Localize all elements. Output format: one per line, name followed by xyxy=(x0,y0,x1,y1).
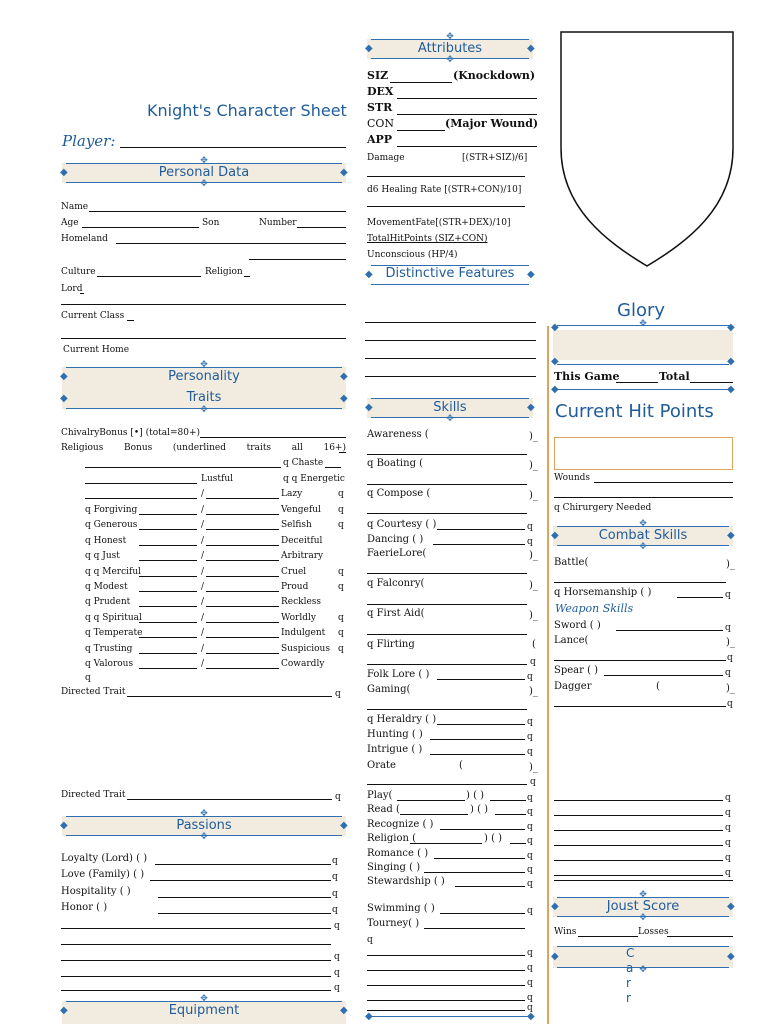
skill-heraldry: q Heraldry ( ) xyxy=(367,714,437,725)
passion-blank[interactable] xyxy=(61,990,331,991)
trait-vice: Worldly xyxy=(281,612,316,623)
trait-q: q xyxy=(338,489,344,499)
trait-vice-field[interactable] xyxy=(206,606,279,607)
combat-check: q xyxy=(725,823,731,833)
personal-homeland: Homeland xyxy=(61,234,108,244)
glory-this-game: This Game xyxy=(554,370,620,383)
personal-age: Age xyxy=(61,218,79,228)
personal-name: Name xyxy=(61,202,89,212)
trait-vice: Vengeful xyxy=(281,505,321,515)
skill-field[interactable] xyxy=(437,679,525,680)
attr-healing-field[interactable] xyxy=(367,206,525,207)
combat-blank-line[interactable] xyxy=(554,845,723,846)
skill-field[interactable] xyxy=(367,513,527,514)
personal-number: Number xyxy=(259,218,297,228)
combat-field[interactable] xyxy=(554,582,726,583)
skill-field[interactable] xyxy=(437,529,525,530)
religious-field[interactable] xyxy=(339,452,346,453)
trait-chaste-field[interactable] xyxy=(85,467,281,468)
trait-virtue: q q Spiritual xyxy=(85,612,142,623)
attr-damage-formula: [(STR+SIZ)/6] xyxy=(462,153,528,163)
skill-field[interactable] xyxy=(397,800,465,801)
trait-vice-field[interactable] xyxy=(206,622,279,623)
trait-extra-q: q xyxy=(85,673,91,683)
attr-movement: MovementFate[(STR+DEX)/10] xyxy=(367,218,511,228)
skill-field[interactable] xyxy=(367,634,527,635)
combat-check: q xyxy=(725,808,731,818)
skill-field[interactable] xyxy=(440,913,525,914)
trait-vice-field[interactable] xyxy=(206,576,279,577)
personal-banner: ◆ ◆ ✥ ✥ Personal Data xyxy=(60,156,348,189)
attr-dex-field[interactable] xyxy=(397,98,537,99)
joust-losses-field[interactable] xyxy=(667,936,733,937)
attr-damage-field[interactable] xyxy=(367,176,525,177)
trait-vice: Suspicious xyxy=(281,643,330,654)
attr-siz-note: (Knockdown) xyxy=(453,69,536,82)
religious-bonus: Religious Bonus (underlined traits all 16+) xyxy=(61,443,346,453)
skill-courtesy: q Courtesy ( ) xyxy=(367,519,437,530)
skill-boating: q Boating ( xyxy=(367,458,424,469)
skill-field[interactable] xyxy=(430,754,525,755)
skill-swimming: Swimming ( ) xyxy=(367,903,435,914)
trait-virtue-field[interactable] xyxy=(139,637,197,638)
trait-virtue-field[interactable] xyxy=(139,606,197,607)
attr-siz: SIZ xyxy=(367,69,389,82)
trait-separator: / xyxy=(201,659,205,669)
trait-virtue: q Temperate xyxy=(85,628,143,639)
combat-check: q xyxy=(725,868,731,878)
personal-line[interactable] xyxy=(61,304,346,305)
passion-hospitality: Hospitality ( ) xyxy=(61,886,131,897)
personal-current-home: Current Home xyxy=(63,345,130,355)
personal-class-field[interactable] xyxy=(127,320,134,321)
personal-son: Son xyxy=(202,218,220,228)
trait-check: q xyxy=(338,628,344,639)
chivalry-field[interactable] xyxy=(200,437,346,438)
skill-orate: Orate xyxy=(367,760,396,771)
passion-field[interactable] xyxy=(158,913,331,914)
combat-lance: Lance( xyxy=(554,635,589,646)
trait-vice-field[interactable] xyxy=(206,637,279,638)
page-title: Knight's Character Sheet xyxy=(147,101,347,120)
personal-age-field[interactable] xyxy=(82,227,199,228)
combat-field[interactable] xyxy=(604,675,723,676)
hit-points-box[interactable] xyxy=(554,437,733,470)
personal-name-field[interactable] xyxy=(89,211,346,212)
skill-falconry: q Falconry( xyxy=(367,578,425,589)
combat-dagger: Dagger xyxy=(554,681,592,692)
combat-battle: Battle( xyxy=(554,557,589,568)
combat-spear: Spear ( ) xyxy=(554,665,599,676)
trait-virtue: q Valorous xyxy=(85,659,134,669)
trait-vice-field[interactable] xyxy=(206,514,279,515)
skill-field[interactable] xyxy=(430,739,525,740)
combat-check: q xyxy=(725,793,731,803)
joust-wins-field[interactable] xyxy=(578,936,638,937)
trait-separator: / xyxy=(201,597,205,608)
combat-blank-line[interactable] xyxy=(554,875,723,876)
skill-gaming: Gaming( xyxy=(367,684,411,695)
combat-blank-line[interactable] xyxy=(554,815,723,816)
passion-blank[interactable] xyxy=(61,928,331,929)
personal-homeland-field2[interactable] xyxy=(249,259,346,260)
skill-field[interactable] xyxy=(490,800,526,801)
trait-vice-field[interactable] xyxy=(206,591,279,592)
skill-faerie-lore: FaerieLore( xyxy=(367,548,427,559)
ornament-icon: ✥ xyxy=(446,32,454,42)
combat-weapon-skills: Weapon Skills xyxy=(555,602,634,615)
skill-field[interactable] xyxy=(410,843,482,844)
joust-wins: Wins xyxy=(554,927,577,937)
directed-trait-1-field[interactable] xyxy=(127,696,332,697)
skill-field[interactable] xyxy=(367,604,527,605)
attr-con-note: (Major Wound) xyxy=(445,117,539,130)
attr-total-hp: TotalHitPoints (SIZ+CON) xyxy=(367,234,488,244)
player-field[interactable] xyxy=(120,147,346,148)
attr-con-field[interactable] xyxy=(397,130,445,131)
directed-trait-1: Directed Trait xyxy=(61,687,126,697)
combat-blank-line[interactable] xyxy=(554,860,723,861)
skill-intrigue: Intrigue ( ) xyxy=(367,744,423,755)
attr-app-field[interactable] xyxy=(397,146,537,147)
skill-tourney: Tourney( ) xyxy=(367,918,420,929)
trait-vice: Reckless xyxy=(281,597,322,608)
trait-check: q xyxy=(338,612,344,623)
trait-separator: / xyxy=(201,643,205,654)
passion-field[interactable] xyxy=(155,864,331,865)
trait-separator: / xyxy=(201,535,205,546)
passion-love: Love (Family) ( ) xyxy=(61,869,145,880)
combat-field[interactable] xyxy=(677,597,723,598)
shield-icon xyxy=(555,28,739,272)
trait-energetic: q q Energetic xyxy=(283,474,345,484)
carry-banner: ◆ ◆ ✥ xyxy=(553,942,733,972)
glory-title: Glory xyxy=(617,300,666,321)
trait-check: q xyxy=(338,505,344,515)
distinctive-line[interactable] xyxy=(365,340,536,341)
hit-points-title: Current Hit Points xyxy=(555,401,714,422)
skill-first-aid: q First Aid( xyxy=(367,608,425,619)
skill-field[interactable] xyxy=(367,709,527,710)
trait-virtue: q Trusting xyxy=(85,643,133,654)
directed-trait-2-field[interactable] xyxy=(127,799,332,800)
combat-field[interactable] xyxy=(616,630,723,631)
trait-separator: / xyxy=(201,612,205,623)
trait-vice: Arbitrary xyxy=(281,551,324,562)
skill-compose: q Compose ( xyxy=(367,488,431,499)
personal-current-class: Current Class xyxy=(61,311,125,321)
ornament-icon: ✥ xyxy=(446,55,454,65)
trait-separator: / xyxy=(201,551,205,562)
trait-lustful: Lustful xyxy=(201,474,234,484)
attr-dex: DEX xyxy=(367,85,394,98)
skill-folk-lore: Folk Lore ( ) xyxy=(367,669,430,680)
trait-virtue: q Generous xyxy=(85,520,138,531)
combat-banner: ◆ ◆ ✥ ✥ Combat Skills xyxy=(551,519,735,552)
attr-unconscious: Unconscious (HP/4) xyxy=(367,250,458,260)
combat-field[interactable] xyxy=(554,706,726,707)
skill-field[interactable] xyxy=(510,843,526,844)
carry-label: C a r r xyxy=(626,946,635,1005)
hit-wounds: Wounds xyxy=(554,473,591,483)
trait-virtue-field[interactable] xyxy=(139,529,197,530)
skill-religion: Religion ( xyxy=(367,833,416,844)
glory-banner: ◆ ◆ ◆ ◆ ✥ xyxy=(551,319,735,367)
skill-read: Read ( xyxy=(367,804,400,815)
attr-damage: Damage xyxy=(367,153,405,163)
trait-vice-field[interactable] xyxy=(206,529,279,530)
skill-blank[interactable] xyxy=(367,1000,525,1001)
passion-loyalty: Loyalty (Lord) ( ) xyxy=(61,853,148,864)
combat-check: q xyxy=(725,853,731,863)
trait-virtue-field[interactable] xyxy=(139,545,197,546)
trait-virtue: q Modest xyxy=(85,582,128,592)
trait-chaste-value[interactable] xyxy=(325,467,341,468)
traits-banner: ◆ ◆ ✥ Traits xyxy=(62,386,346,412)
hit-wounds-field[interactable] xyxy=(594,482,733,483)
trait-separator: / xyxy=(201,628,205,639)
skill-awareness: Awareness ( xyxy=(367,429,429,440)
chivalry-bonus: ChivalryBonus [•] (total=80+) xyxy=(61,428,201,438)
distinctive-line[interactable] xyxy=(365,322,536,323)
trait-virtue: q q Just xyxy=(85,551,120,562)
skills-banner: ◆ ◆ ✥ Skills xyxy=(365,400,535,424)
trait-vice: Cruel xyxy=(281,566,307,577)
trait-vice-field[interactable] xyxy=(206,668,279,669)
skill-play: Play( xyxy=(367,790,393,801)
combat-sword: Sword ( ) xyxy=(554,620,601,631)
trait-virtue-field[interactable] xyxy=(139,514,197,515)
passion-field[interactable] xyxy=(150,880,331,881)
passion-honor: Honor ( ) xyxy=(61,902,108,913)
personal-religion-field[interactable] xyxy=(244,276,250,277)
combat-horsemanship: q Horsemanship ( ) xyxy=(554,587,652,598)
trait-separator: / xyxy=(201,520,205,531)
hit-wounds-field2[interactable] xyxy=(554,497,733,498)
skill-stewardship: Stewardship ( ) xyxy=(367,876,445,887)
attr-siz-field[interactable] xyxy=(390,82,452,83)
distinctive-line[interactable] xyxy=(365,358,536,359)
equipment-banner: ◆ ◆ ✥ Equipment xyxy=(62,998,346,1024)
personal-lord: Lord xyxy=(61,284,83,294)
combat-blank-line[interactable] xyxy=(554,880,733,881)
bottom-mid-banner: ◆ ◆ xyxy=(365,1011,535,1022)
column-divider xyxy=(547,326,549,1024)
skill-recognize: Recognize ( ) xyxy=(367,819,434,830)
glory-total: Total xyxy=(659,370,690,383)
skill-field[interactable] xyxy=(367,784,527,785)
personal-line[interactable] xyxy=(61,338,346,339)
trait-check: q xyxy=(338,582,344,592)
skill-field[interactable] xyxy=(433,544,525,545)
directed-trait-2: Directed Trait xyxy=(61,790,126,800)
trait-virtue: q Honest xyxy=(85,535,127,546)
trait-vice: Proud xyxy=(281,582,309,592)
personal-homeland-field[interactable] xyxy=(116,243,346,244)
trait-vice-field[interactable] xyxy=(206,545,279,546)
personal-religion: Religion xyxy=(205,267,243,277)
skill-field[interactable] xyxy=(400,814,468,815)
hit-chirurgery: q Chirurgery Needed xyxy=(554,503,652,513)
trait-lazy: Lazy xyxy=(281,489,303,499)
combat-blank-line[interactable] xyxy=(554,830,723,831)
attr-healing: d6 Healing Rate [(STR+CON)/10] xyxy=(367,185,522,195)
skill-flirting: q Flirting xyxy=(367,639,415,650)
trait-vice: Indulgent xyxy=(281,628,326,639)
trait-virtue-field[interactable] xyxy=(139,591,197,592)
attr-con: CON xyxy=(367,117,395,130)
combat-field[interactable] xyxy=(554,660,726,661)
attr-str-field[interactable] xyxy=(397,114,537,115)
trait-check: q xyxy=(338,520,344,531)
skill-field[interactable] xyxy=(424,872,525,873)
skill-dancing: Dancing ( ) xyxy=(367,534,424,545)
passion-blank[interactable] xyxy=(61,944,331,945)
trait-line[interactable] xyxy=(85,498,197,499)
passion-blank[interactable] xyxy=(61,960,331,961)
trait-vice-field[interactable] xyxy=(206,560,279,561)
skill-field[interactable] xyxy=(440,829,525,830)
trait-vice: Deceitful xyxy=(281,535,323,546)
trait-check: q xyxy=(338,643,344,654)
trait-virtue-field[interactable] xyxy=(139,576,197,577)
attributes-banner: ◆ ◆ ✥ ✥ Attributes xyxy=(365,32,535,65)
trait-vice: Selfish xyxy=(281,520,312,531)
passion-blank[interactable] xyxy=(61,976,331,977)
distinctive-line[interactable] xyxy=(365,376,536,377)
trait-virtue-field[interactable] xyxy=(139,653,197,654)
personal-culture: Culture xyxy=(61,267,96,277)
passion-field[interactable] xyxy=(158,897,331,898)
skill-field[interactable] xyxy=(367,573,527,574)
trait-virtue: q q Merciful xyxy=(85,566,142,577)
trait-vice-field[interactable] xyxy=(206,653,279,654)
skill-field[interactable] xyxy=(367,664,527,665)
combat-check: q xyxy=(725,838,731,848)
skill-singing: Singing ( ) xyxy=(367,862,421,873)
skill-field[interactable] xyxy=(495,814,526,815)
personality-banner: ◆ ◆ ✥ Personality xyxy=(62,364,346,390)
joust-losses: Losses xyxy=(638,927,669,937)
skill-field[interactable] xyxy=(367,484,527,485)
trait-lustful-field[interactable] xyxy=(85,483,197,484)
skill-field[interactable] xyxy=(455,886,525,887)
trait-separator: / xyxy=(201,505,205,515)
combat-blank-line[interactable] xyxy=(554,800,723,801)
trait-separator: / xyxy=(201,582,205,592)
joust-banner: ◆ ◆ ✥ ✥ Joust Score xyxy=(551,890,735,923)
trait-virtue: q Prudent xyxy=(85,597,131,608)
skill-field[interactable] xyxy=(437,724,525,725)
passions-banner: ◆ ◆ ✥ ✥ Passions xyxy=(60,809,348,842)
skill-blank[interactable] xyxy=(367,985,525,986)
personal-lord-field[interactable] xyxy=(80,293,84,294)
personal-number-field[interactable] xyxy=(297,227,346,228)
glory-bottom-banner: ◆ ◆ xyxy=(551,384,735,395)
skill-romance: Romance ( ) xyxy=(367,848,429,859)
skill-hunting: Hunting ( ) xyxy=(367,729,423,740)
trait-check: q xyxy=(338,566,344,577)
attr-app: APP xyxy=(367,133,393,146)
skill-field[interactable] xyxy=(424,928,525,929)
trait-virtue-field[interactable] xyxy=(139,560,197,561)
distinctive-banner: ◆ ◆ Distinctive Features xyxy=(367,262,533,288)
skill-field[interactable] xyxy=(434,858,525,859)
skill-field[interactable] xyxy=(367,454,527,455)
skill-blank[interactable] xyxy=(367,955,525,956)
trait-line[interactable] xyxy=(206,498,279,499)
attr-str: STR xyxy=(367,101,393,114)
trait-virtue-field[interactable] xyxy=(139,622,197,623)
player-label: Player: xyxy=(62,132,116,150)
personal-culture-field[interactable] xyxy=(97,276,201,277)
skill-blank[interactable] xyxy=(367,970,525,971)
trait-separator: / xyxy=(201,566,205,577)
trait-chaste: q Chaste xyxy=(283,458,324,468)
trait-virtue-field[interactable] xyxy=(139,668,197,669)
trait-vice: Cowardly xyxy=(281,659,325,669)
trait-virtue: q Forgiving xyxy=(85,505,138,515)
